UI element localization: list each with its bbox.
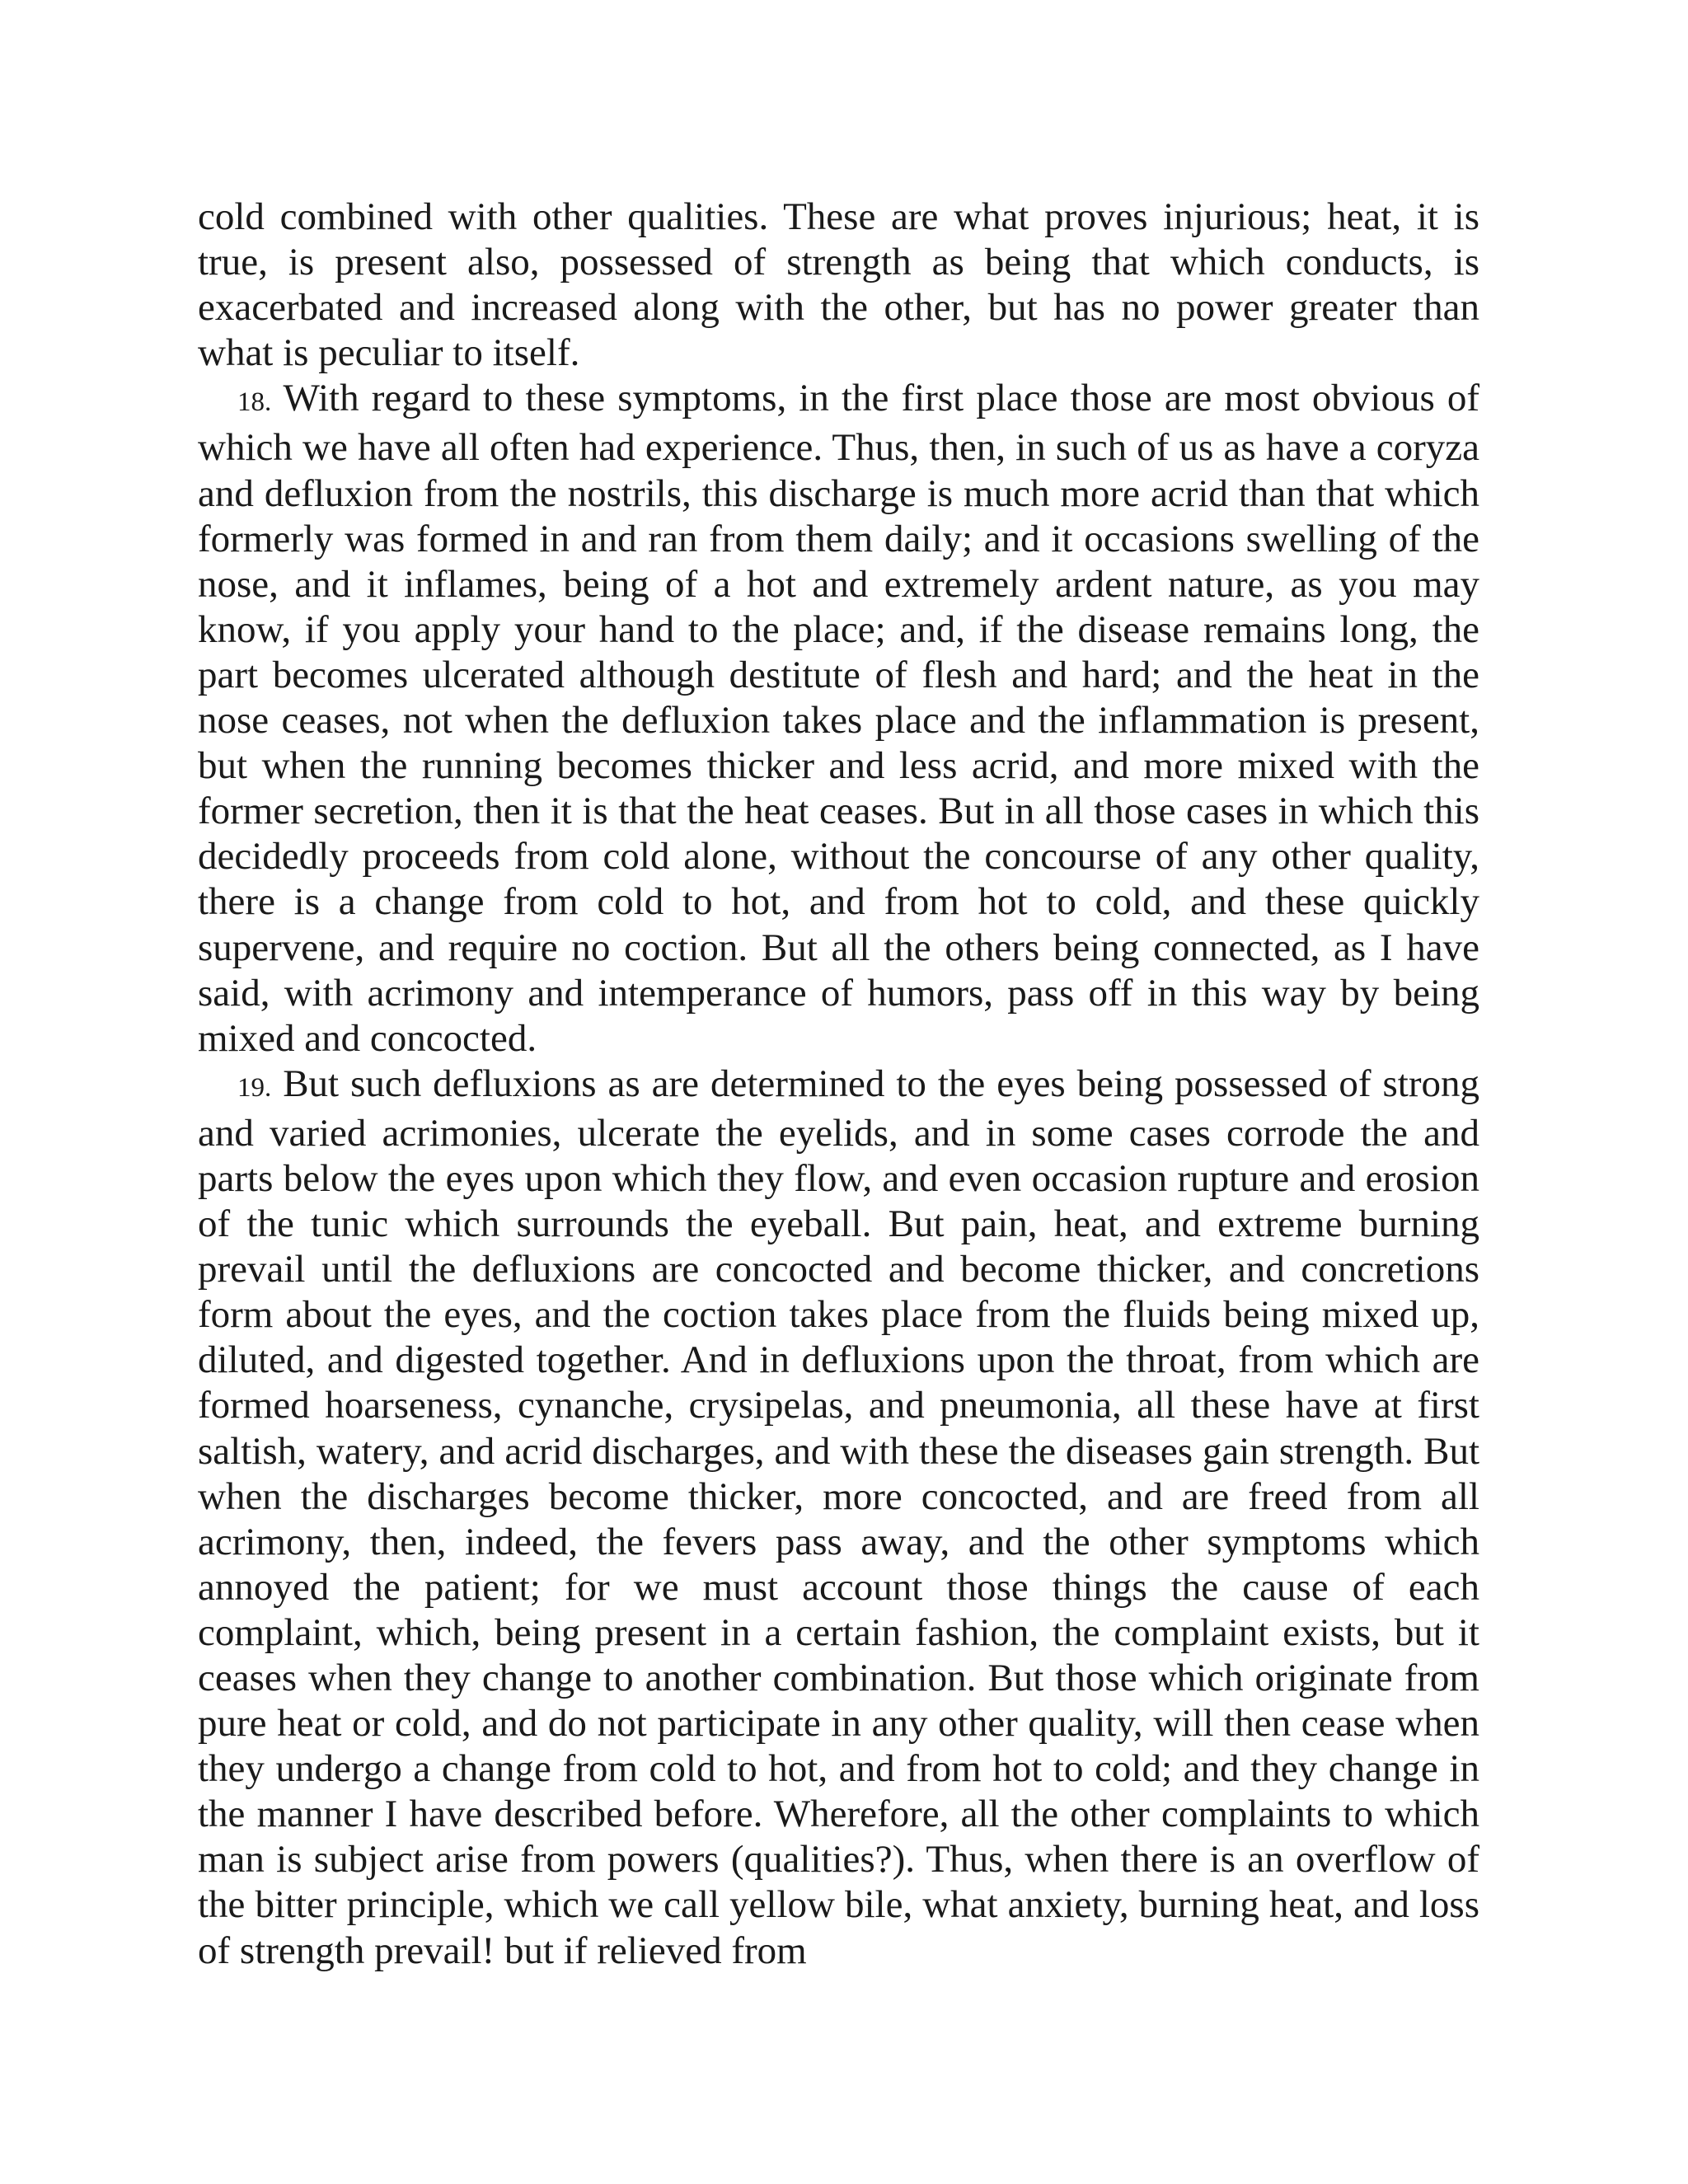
document-page xyxy=(198,194,1479,1974)
paragraph-text: But such defluxions as are determined to the eyes being possessed of strong and varied acrimonies, ulcerate the eyelids, and in some cases corrode the and parts below the eyes upon which they flow, and even occasion rupture and erosion of the tunic which surrounds the eyeball. But pain, heat, and extreme burning prevail until the defluxions are concocted and become thicker, and concretions form about the eyes, and the coction takes place from the fluids being mixed up, diluted, and digested together. And in defluxions upon the throat, from which are formed hoarseness, cynanche, crysipelas, and pneumonia, all these have at first saltish, watery, and acrid discharges, and with these the diseases gain strength. But when the discharges become thicker, more concocted, and are freed from all acrimony, then, indeed, the fevers pass away, and the other symptoms which annoyed the patient; for we must account those things the cause of each complaint, which, being present in a certain fashion, the complaint exists, but it ceases when they change to another combination. But those which originate from pure heat or cold, and do not participate in any other quality, will then cease when they undergo a change from cold to hot, and from hot to cold; and they change in the manner I have described before. Wherefore, all the other complaints to which man is subject arise from powers (qualities?). Thus, when there is an overflow of the bitter principle, which we call yellow bile, what anxiety, burning heat, and loss of strength prevail! but if relieved from xyxy=(198,1062,1479,1972)
paragraph-number: 18. xyxy=(237,387,272,418)
paragraph-number: 19. xyxy=(237,1072,272,1103)
paragraph-19 xyxy=(198,1062,1479,1974)
paragraph-18 xyxy=(198,376,1479,1061)
paragraph-text: With regard to these symptoms, in the first place those are most obvious of which we have all often had experience. Thus, then, in such of us as have a coryza and defluxion from the nostrils, this discharge is much more acrid than that which formerly was formed in and ran from them daily; and it occasions swelling of the nose, and it inflames, being of a hot and extremely ardent nature, as you may know, if you apply your hand to the place; and, if the disease remains long, the part becomes ulcerated although destitute of flesh and hard; and the heat in the nose ceases, not when the defluxion takes place and the inflammation is present, but when the running becomes thicker and less acrid, and more mixed with the former secretion, then it is that the heat ceases. But in all those cases in which this decidedly proceeds from cold alone, without the concourse of any other quality, there is a change from cold to hot, and from hot to cold, and these quickly supervene, and require no coction. But all the others being connected, as I have said, with acrimony and intemperance of humors, pass off in this way by being mixed and concocted. xyxy=(198,377,1479,1060)
paragraph-text: cold combined with other qualities. These are what proves injurious; heat, it is true, is present also, possessed of strength as being that which conducts, is exacerbated and increased along with the other, but has no power greater than what is peculiar to itself. xyxy=(198,195,1479,375)
paragraph-continuation xyxy=(198,194,1479,376)
